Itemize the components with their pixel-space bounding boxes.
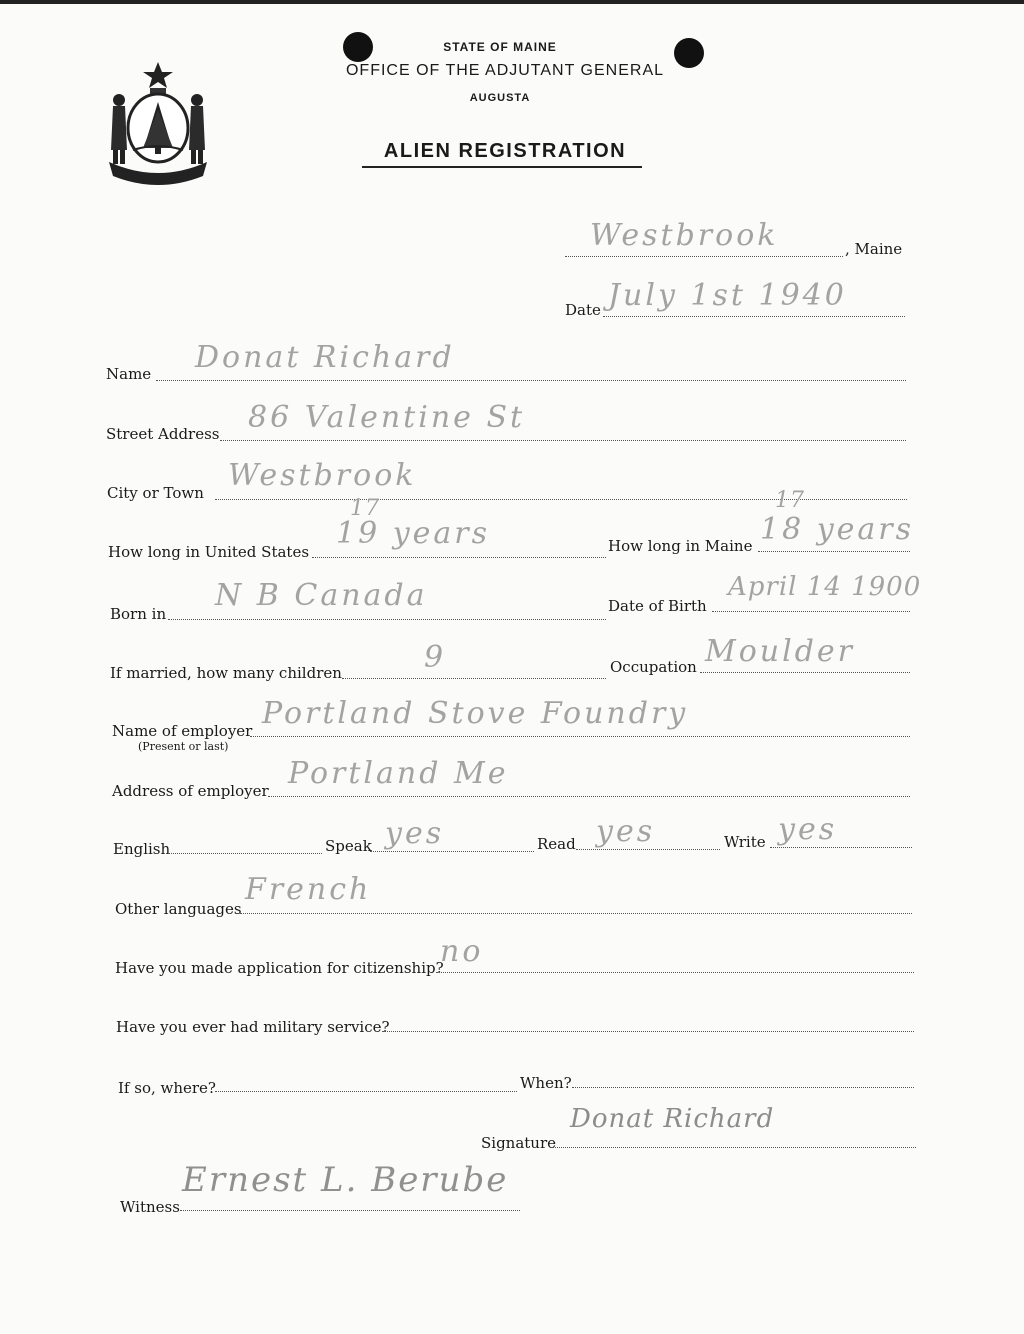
street-address-value: 86 Valentine St: [248, 400, 526, 435]
street-address-line: [220, 440, 906, 441]
signature-value: Donat Richard: [570, 1104, 775, 1134]
name-label: Name: [106, 365, 152, 383]
scan-top-border: [0, 0, 1024, 4]
military-label: Have you ever had military service?: [116, 1018, 390, 1036]
employer-address-value: Portland Me: [288, 756, 509, 791]
maine-label: , Maine: [845, 240, 903, 258]
read-value: yes: [596, 814, 656, 849]
citizenship-value: no: [440, 934, 484, 969]
date-line: [603, 316, 905, 317]
date-label: Date: [565, 301, 601, 319]
signature-label: Signature: [481, 1134, 557, 1152]
children-label: If married, how many children: [110, 664, 342, 682]
when-label: When?: [520, 1074, 572, 1092]
children-value: 9: [424, 640, 447, 675]
english-line: [168, 853, 322, 854]
how-long-us-label: How long in United States: [108, 543, 310, 561]
speak-value: yes: [385, 816, 445, 851]
office-heading: OFFICE OF THE ADJUTANT GENERAL: [345, 62, 665, 79]
date-value: July 1st 1940: [608, 278, 847, 313]
how-long-us-value: 19 years: [336, 516, 491, 551]
speak-line: [370, 851, 534, 852]
state-heading: STATE OF MAINE: [443, 40, 557, 54]
occupation-line: [700, 672, 910, 673]
witness-label: Witness: [120, 1198, 180, 1216]
date-of-birth-value: April 14 1900: [728, 572, 922, 602]
town-value: Westbrook: [590, 218, 779, 253]
form-title: ALIEN REGISTRATION: [383, 140, 627, 162]
write-label: Write: [724, 833, 766, 851]
employer-address-label: Address of employer: [112, 782, 269, 800]
speak-label: Speak: [325, 837, 372, 855]
if-so-where-line: [215, 1091, 517, 1092]
citizenship-line: [436, 972, 914, 973]
children-line: [342, 678, 606, 679]
signature-line: [552, 1147, 916, 1148]
born-in-line: [168, 619, 606, 620]
city-heading: AUGUSTA: [469, 92, 531, 104]
how-long-maine-line: [758, 551, 910, 552]
how-long-us-line: [312, 557, 606, 558]
how-long-maine-value: 18 years: [760, 512, 915, 547]
how-long-maine-label: How long in Maine: [608, 537, 753, 555]
town-line: [565, 256, 843, 257]
read-label: Read: [537, 835, 576, 853]
punch-hole-left: [343, 32, 373, 62]
employer-name-line: [250, 736, 910, 737]
how-long-us-correction: 17: [350, 496, 380, 521]
english-label: English: [113, 840, 171, 858]
name-value: Donat Richard: [195, 340, 455, 375]
name-line: [156, 380, 906, 381]
witness-line: [180, 1210, 520, 1211]
write-line: [770, 847, 912, 848]
employer-name-value: Portland Stove Foundry: [262, 696, 689, 731]
date-of-birth-line: [712, 611, 910, 612]
employer-note-label: (Present or last): [138, 740, 229, 753]
other-languages-line: [240, 913, 912, 914]
witness-value: Ernest L. Berube: [182, 1160, 509, 1200]
write-value: yes: [778, 812, 838, 847]
city-or-town-label: City or Town: [107, 484, 204, 502]
other-languages-value: French: [245, 872, 372, 907]
street-address-label: Street Address: [106, 425, 220, 443]
citizenship-label: Have you made application for citizenship?: [115, 959, 444, 977]
state-seal-icon: [103, 58, 213, 188]
title-underline: [362, 166, 642, 168]
born-in-value: N B Canada: [215, 578, 428, 613]
how-long-maine-correction: 17: [775, 488, 805, 513]
other-languages-label: Other languages: [115, 900, 242, 918]
when-line: [572, 1087, 914, 1088]
date-of-birth-label: Date of Birth: [608, 597, 707, 615]
city-or-town-value: Westbrook: [228, 458, 417, 493]
occupation-value: Moulder: [705, 634, 855, 669]
read-line: [576, 849, 720, 850]
occupation-label: Occupation: [610, 658, 697, 676]
employer-address-line: [268, 796, 910, 797]
born-in-label: Born in: [110, 605, 167, 623]
military-line: [382, 1031, 914, 1032]
if-so-where-label: If so, where?: [118, 1079, 216, 1097]
employer-name-label: Name of employer: [112, 722, 253, 740]
